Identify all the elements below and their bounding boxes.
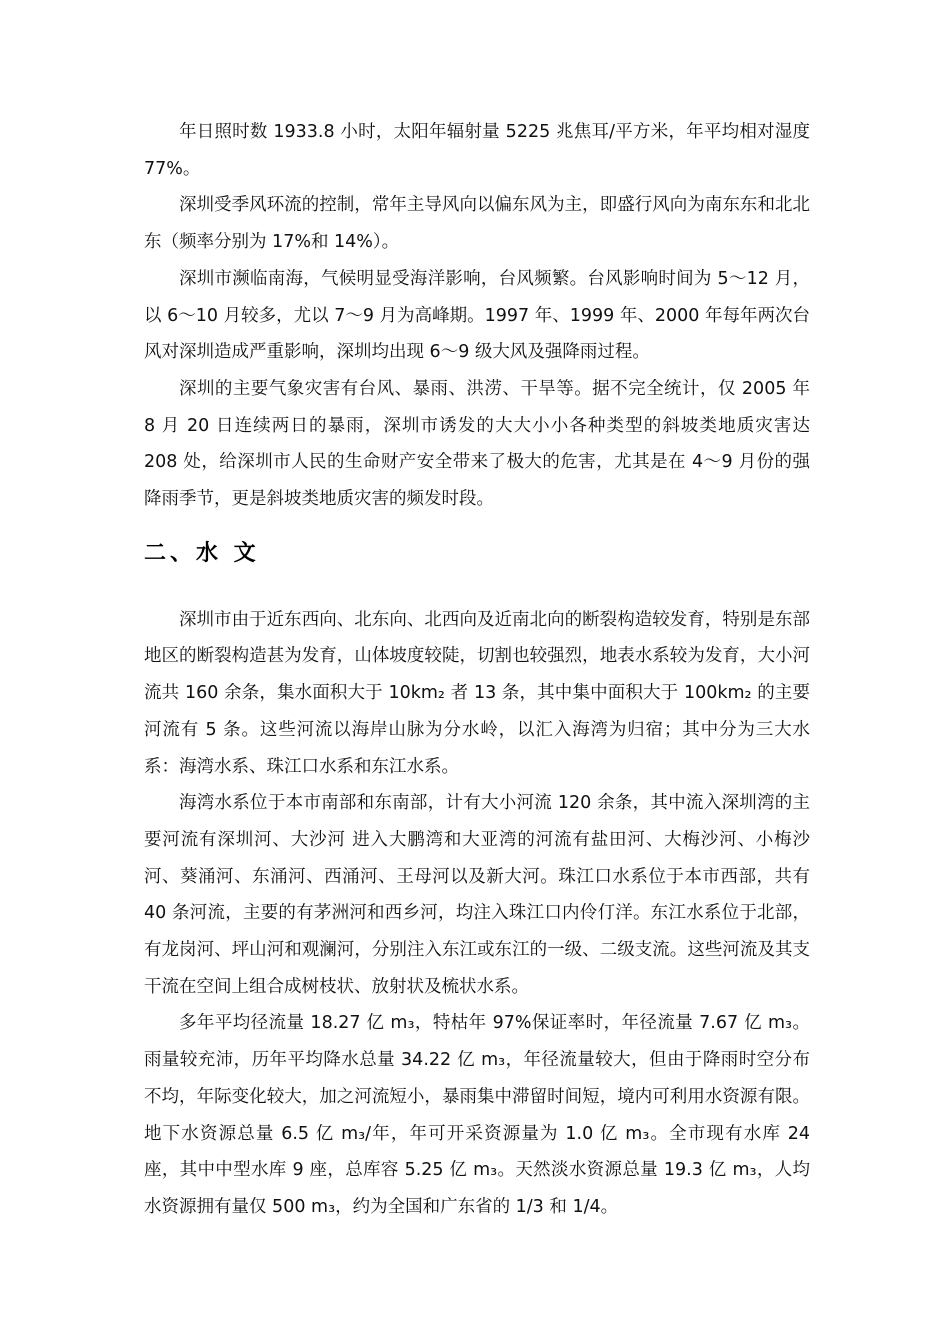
- climate-typhoon-paragraph: 深圳市濒临南海，气候明显受海洋影响，台风频繁。台风影响时间为 5～12 月，以 6～10 月较多，尤以 7～9 月为高峰期。1997 年、1999 年、2000 年每年两次台风对深圳造成严重影响，深圳均出现 6～9 级大风及强降雨过程。: [144, 268, 810, 363]
- page-content: [144, 114, 810, 1226]
- climate-disaster-paragraph: 深圳的主要气象灾害有台风、暴雨、洪涝、干旱等。据不完全统计，仅 2005 年 8 月 20 日连续两日的暴雨，深圳市诱发的大大小小各种类型的斜坡类地质灾害达 208 处，给深圳市人民的生命财产安全带来了极大的危害，尤其是在 4～9 月份的强降雨季节，更是斜坡类地质灾害的频发时段。: [144, 378, 810, 510]
- hydrology-resources-paragraph: 多年平均径流量 18.27 亿 m₃，特枯年 97%保证率时，年径流量 7.67 亿 m₃。雨量较充沛，历年平均降水总量 34.22 亿 m₃，年径流量较大，但由于降雨时空分布不均，年际变化较大，加之河流短小，暴雨集中滞留时间短，境内可利用水资源有限。地下水资源总量 6.5 亿 m₃/年，年可开采资源量为 1.0 亿 m₃。全市现有水库 24 座，其中中型水库 9 座，总库容 5.25 亿 m₃。天然淡水资源总量 19.3 亿 m₃，人均水资源拥有量仅 500 m₃，约为全国和广东省的 1/3 和 1/4。: [144, 1013, 810, 1217]
- climate-sunshine-paragraph: 年日照时数 1933.8 小时，太阳年辐射量 5225 兆焦耳/平方米，年平均相对湿度 77%。: [144, 122, 810, 179]
- climate-wind-paragraph: 深圳受季风环流的控制，常年主导风向以偏东风为主，即盛行风向为南东东和北北东（频率分别为 17%和 14%）。: [144, 195, 810, 253]
- hydrology-water-systems-paragraph: 海湾水系位于本市南部和东南部，计有大小河流 120 余条，其中流入深圳湾的主要河流有深圳河、大沙河 进入大鹏湾和大亚湾的河流有盐田河、大梅沙河、小梅沙河、葵涌河、东涌河、西涌河、王母河以及新大河。珠江口水系位于本市西部，共有 40 条河流，主要的有茅洲河和西乡河，均注入珠江口内伶仃洋。东江水系位于北部，有龙岗河、坪山河和观澜河，分别注入东江或东江的一级、二级支流。这些河流及其支干流在空间上组合成树枝状、放射状及梳状水系。: [144, 793, 810, 997]
- hydrology-rivers-paragraph: 深圳市由于近东西向、北东向、北西向及近南北向的断裂构造较发育，特别是东部地区的断裂构造甚为发育，山体坡度较陡，切割也较强烈，地表水系较为发育，大小河流共 160 余条，集水面积大于 10km₂ 者 13 条，其中集中面积大于 100km₂ 的主要河流有 5 条。这些河流以海岸山脉为分水岭，以汇入海湾为归宿；其中分为三大水系：海湾水系、珠江口水系和东江水系。: [144, 609, 810, 777]
- section-heading-hydrology: 二、水 文: [144, 540, 260, 566]
